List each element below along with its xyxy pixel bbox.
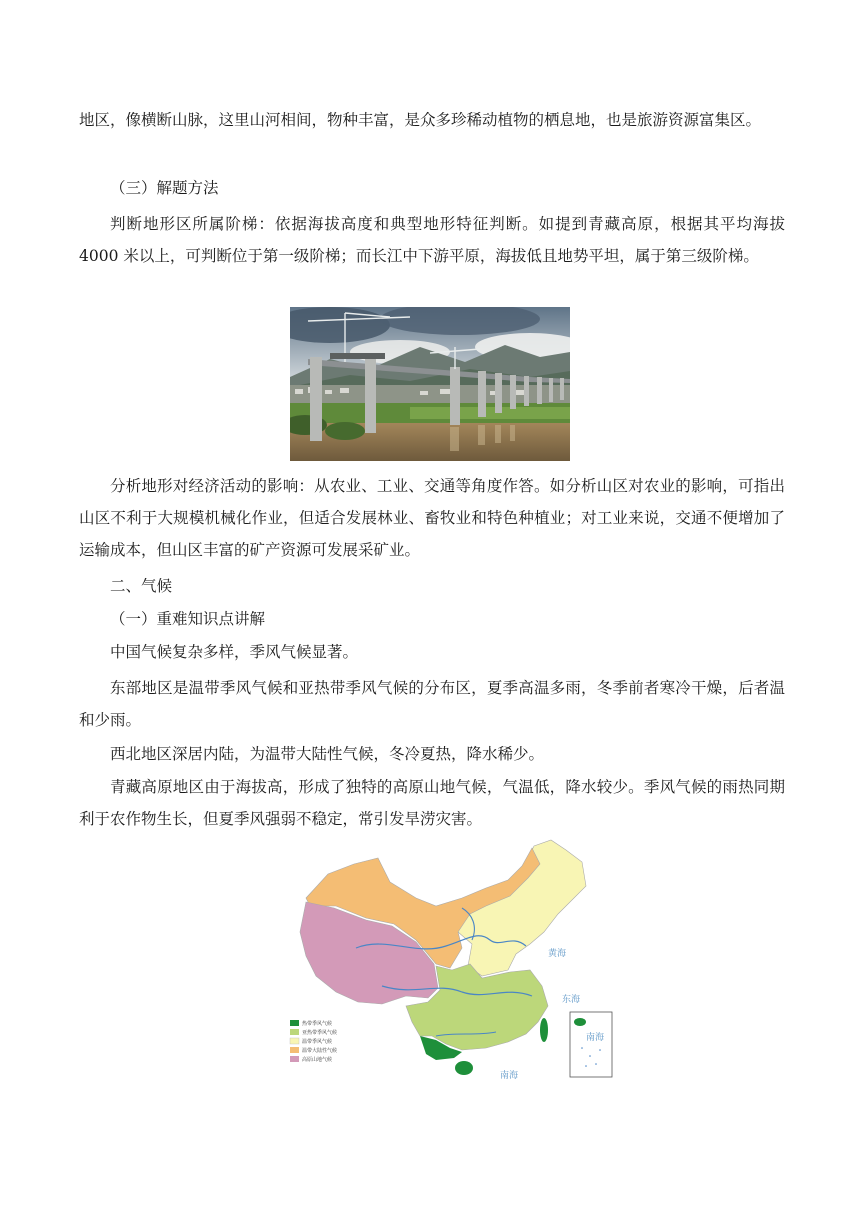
legend-label-subtropical: 亚热带季风气候 — [302, 1030, 338, 1036]
china-climate-map — [286, 836, 616, 1081]
paragraph-northwest-climate: 西北地区深居内陆，为温带大陆性气候，冬冷夏热，降水稀少。 — [110, 745, 545, 763]
legend-label-tropical: 热带季风气候 — [302, 1021, 333, 1027]
sea-label-donghai: 东海 — [562, 995, 581, 1005]
heading-climate: 二、气候 — [110, 577, 173, 595]
paragraph-terrain-regions: 地区，像横断山脉，这里山河相间，物种丰富，是众多珍稀动植物的栖息地，也是旅游资源富集区。 — [79, 111, 762, 129]
legend-label-temperate-monsoon: 温带季风气候 — [302, 1039, 333, 1045]
bridge-construction-photo — [290, 307, 570, 461]
south-china-sea-inset — [570, 1012, 612, 1077]
paragraph-terrain-steps: 判断地形区所属阶梯：依据海拔高度和典型地形特征判断。如提到青藏高原，根据其平均海拔 4000 米以上，可判断位于第一级阶梯；而长江中下游平原，海拔低且地势平坦，属于第三级阶梯。 — [79, 215, 785, 265]
legend-swatch-tropical — [290, 1020, 299, 1026]
paragraph-economic-impact: 分析地形对经济活动的影响：从农业、工业、交通等角度作答。如分析山区对农业的影响，可指出山区不利于大规模机械化作业，但适合发展林业、畜牧业和特色种植业；对工业来说，交通不便增加了运输成本，但山区丰富的矿产资源可发展采矿业。 — [79, 477, 785, 559]
legend-swatch-subtropical — [290, 1029, 299, 1035]
heading-solving-method: （三）解题方法 — [110, 179, 219, 197]
legend-label-temperate-continental: 温带大陆性气候 — [302, 1048, 338, 1054]
taiwan-island — [540, 1018, 548, 1042]
legend-swatch-temperate-monsoon — [290, 1038, 299, 1044]
paragraph-eastern-climate: 东部地区是温带季风气候和亚热带季风气候的分布区，夏季高温多雨，冬季前者寒冷干燥，后者温和少雨。 — [79, 679, 785, 729]
sea-label-nanhai: 南海 — [500, 1071, 519, 1081]
legend-swatch-plateau — [290, 1056, 299, 1062]
paragraph-climate-overview: 中国气候复杂多样，季风气候显著。 — [110, 643, 359, 661]
legend-label-plateau: 高原山地气候 — [302, 1057, 333, 1063]
legend-swatch-temperate-continental — [290, 1047, 299, 1053]
inset-sea-label: 南海 — [586, 1033, 605, 1043]
paragraph-plateau-climate: 青藏高原地区由于海拔高，形成了独特的高原山地气候，气温低，降水较少。季风气候的雨热同期利于农作物生长，但夏季风强弱不稳定，常引发旱涝灾害。 — [79, 778, 785, 828]
heading-key-points: （一）重难知识点讲解 — [110, 610, 266, 628]
hainan-island — [455, 1061, 473, 1075]
sea-label-huanghai: 黄海 — [548, 949, 567, 959]
map-legend — [290, 1020, 337, 1063]
